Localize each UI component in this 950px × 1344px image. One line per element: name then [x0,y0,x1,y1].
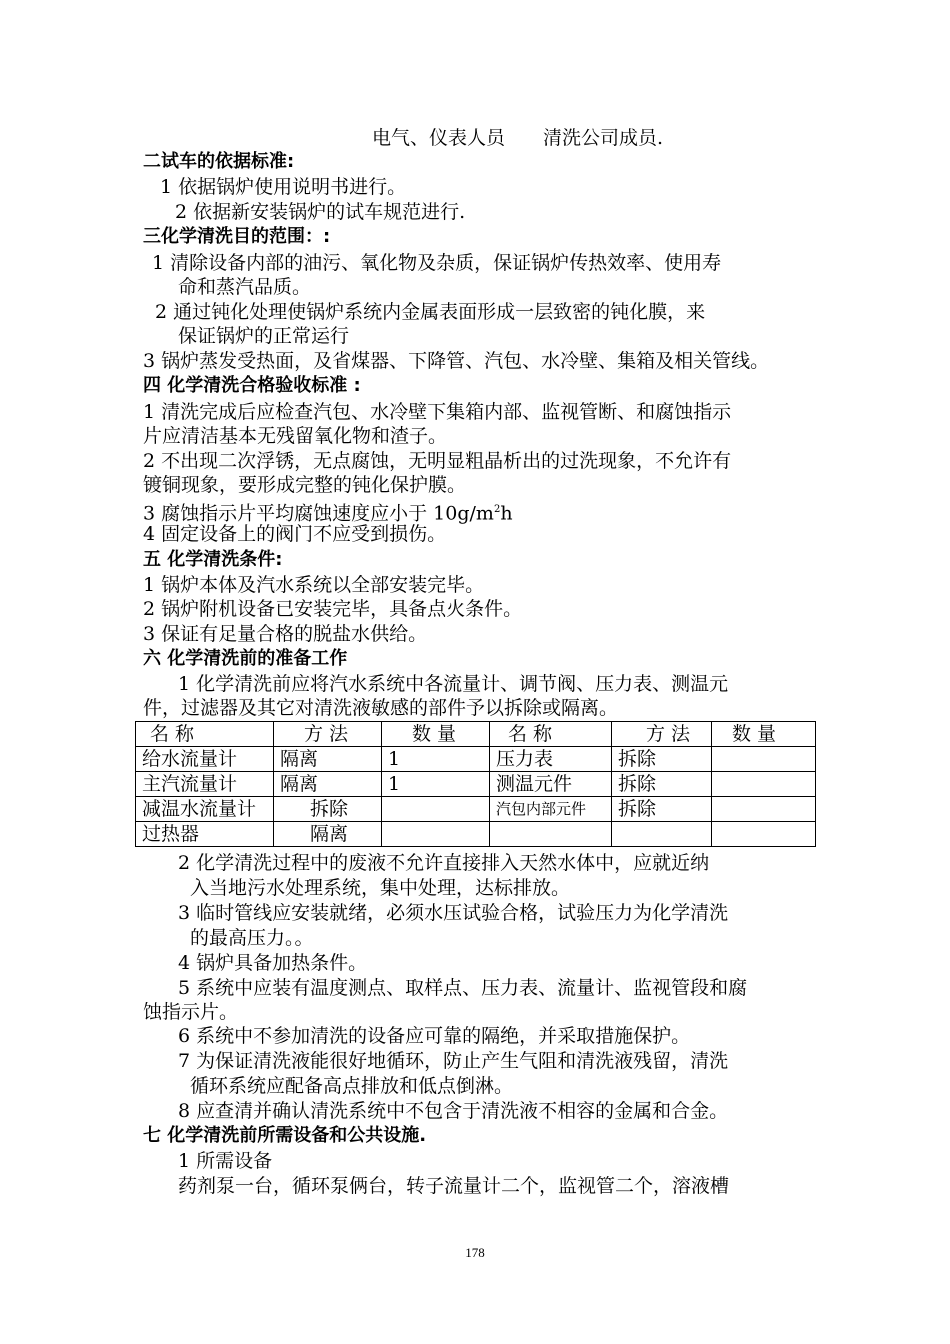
table-header: 方 法 [612,722,712,747]
section-6-title: 六 化学清洗前的准备工作 [143,648,348,669]
section-6-item: 的最高压力。。 [190,927,314,949]
table-row [136,822,816,847]
table-cell [712,797,816,822]
unit-tail: h [500,502,513,525]
section-5-item: 3 保证有足量合格的脱盐水供给。 [143,623,428,645]
section-7-item: 药剂泵一台，循环泵俩台，转子流量计二个，监视管二个，溶液槽 [178,1175,730,1197]
section-4-item: 4 固定设备上的阀门不应受到损伤。 [143,523,447,545]
table-header: 方 法 [274,722,382,747]
table-cell: 测温元件 [490,772,612,797]
table-cell: 拆除 [274,797,382,822]
section-5-item: 1 锅炉本体及汽水系统以全部安装完毕。 [143,574,485,596]
table-cell [712,747,816,772]
section-6-item: 7 为保证清洗液能很好地循环，防止产生气阻和清洗液残留，清洗 [178,1050,729,1072]
section-6-intro: 件，过滤器及其它对清洗液敏感的部件予以拆除或隔离。 [143,697,619,719]
header-line: 电气、仪表人员 清洗公司成员. [372,127,664,149]
section-3-item: 1 清除设备内部的油污、氧化物及杂质，保证锅炉传热效率、使用寿 [152,252,722,274]
equipment-table [135,721,816,847]
section-6-intro: 1 化学清洗前应将汽水系统中各流量计、调节阀、压力表、测温元 [178,673,729,695]
section-3-title: 三化学清洗目的范围：: [143,226,331,247]
table-row [136,747,816,772]
table-cell: 压力表 [490,747,612,772]
table-header-row [136,722,816,747]
section-3-item: 命和蒸汽品质。 [178,276,312,298]
section-7-title: 七 化学清洗前所需设备和公共设施. [143,1125,427,1146]
page-number: 178 [465,1245,485,1260]
section-4-item: 镀铜现象，要形成完整的钝化保护膜。 [143,474,467,496]
section-3-item: 3 锅炉蒸发受热面，及省煤器、下降管、汽包、水冷壁、集箱及相关管线。 [143,350,770,372]
section-6-item: 蚀指示片。 [143,1001,239,1023]
table-cell: 过热器 [136,822,274,847]
table-cell: 拆除 [612,797,712,822]
section-4-item: 1 清洗完成后应检查汽包、水冷壁下集箱内部、监视管断、和腐蚀指示 [143,401,732,423]
section-6-item: 6 系统中不参加清洗的设备应可靠的隔绝，并采取措施保护。 [178,1025,691,1047]
table-cell: 1 [382,747,490,772]
section-2-item: 1 依据锅炉使用说明书进行。 [160,176,407,198]
table-cell [712,822,816,847]
table-cell: 隔离 [274,772,382,797]
section-7-item: 1 所需设备 [178,1150,273,1172]
section-5-item: 2 锅炉附机设备已安装完毕，具备点火条件。 [143,598,523,620]
table-header: 数 量 [382,722,490,747]
table-cell [712,772,816,797]
table-row [136,797,816,822]
table-header: 名 称 [490,722,612,747]
table-header: 名 称 [136,722,274,747]
section-6-item: 入当地污水处理系统，集中处理，达标排放。 [190,877,571,899]
table-cell [490,822,612,847]
section-6-item: 4 锅炉具备加热条件。 [178,952,368,974]
corrosion-rate-text: 3 腐蚀指示片平均腐蚀速度应小于 10g/m [143,502,494,525]
table-row [136,772,816,797]
table-cell: 减温水流量计 [136,797,274,822]
section-3-item: 2 通过钝化处理使锅炉系统内金属表面形成一层致密的钝化膜，来 [155,301,706,323]
table-header: 数 量 [712,722,816,747]
table-cell [382,797,490,822]
section-5-title: 五 化学清洗条件: [143,549,283,570]
section-4-item: 2 不出现二次浮锈，无点腐蚀，无明显粗晶析出的过洗现象，不允许有 [143,450,732,472]
section-6-item: 5 系统中应装有温度测点、取样点、压力表、流量计、监视管段和腐 [178,977,748,999]
table-cell: 给水流量计 [136,747,274,772]
table-cell: 隔离 [274,822,382,847]
section-2-title: 二试车的依据标准: [143,151,295,172]
section-6-item: 2 化学清洗过程中的废液不允许直接排入天然水体中，应就近纳 [178,852,710,874]
table-cell [382,822,490,847]
table-cell: 隔离 [274,747,382,772]
section-2-item: 2 依据新安装锅炉的试车规范进行. [175,201,466,223]
section-6-item: 循环系统应配备高点排放和低点倒淋。 [190,1075,514,1097]
table-cell: 拆除 [612,747,712,772]
table-cell: 主汽流量计 [136,772,274,797]
section-4-item: 片应清洁基本无残留氧化物和渣子。 [143,425,448,447]
section-6-item: 8 应查清并确认清洗系统中不包含于清洗液不相容的金属和合金。 [178,1100,729,1122]
table-cell: 汽包内部元件 [490,797,612,822]
section-6-item: 3 临时管线应安装就绪，必须水压试验合格，试验压力为化学清洗 [178,902,729,924]
table-cell: 拆除 [612,772,712,797]
unit-superscript: 2 [493,504,501,515]
table-cell: 1 [382,772,490,797]
section-3-item: 保证锅炉的正常运行 [178,325,350,347]
table-cell [612,822,712,847]
section-4-title: 四 化学清洗合格验收标准 : [143,375,361,396]
